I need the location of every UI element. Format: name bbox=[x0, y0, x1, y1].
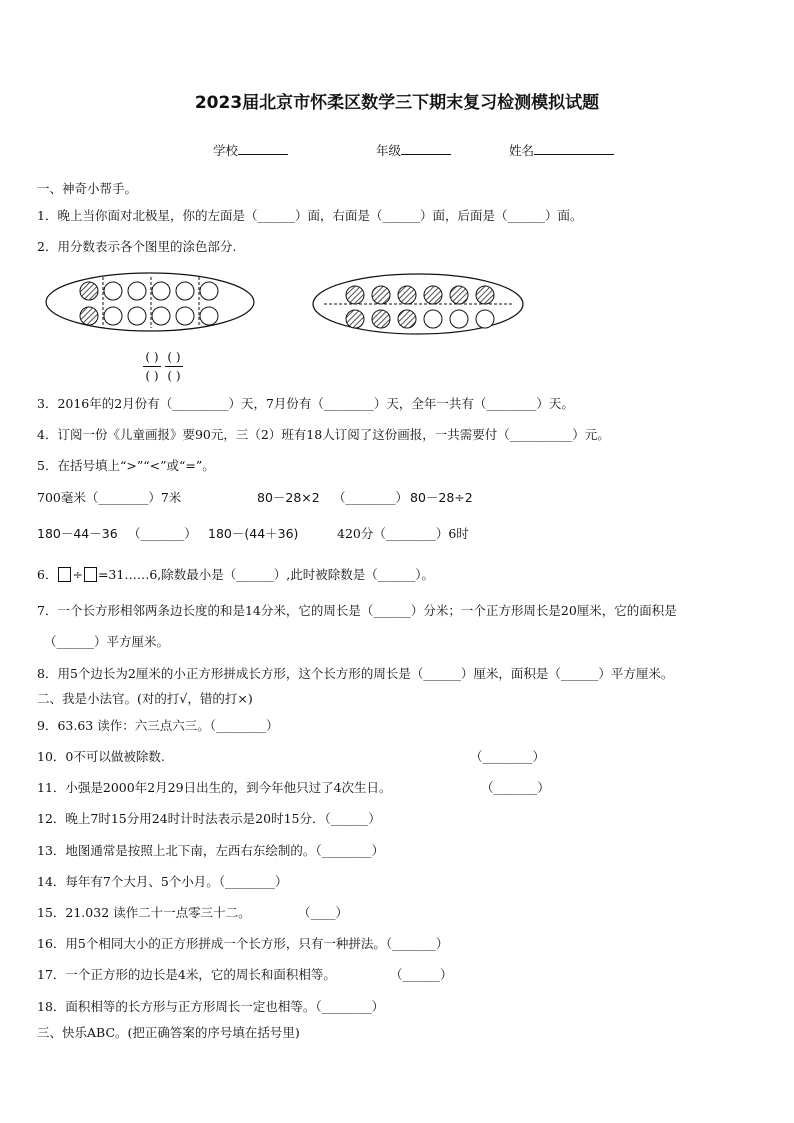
shaded-circle bbox=[372, 310, 390, 328]
question-11: 11．小强是2000年2月29日出生的，到今年他只过了4次生日。 bbox=[37, 780, 392, 795]
empty-circle bbox=[476, 310, 494, 328]
question-5: 5．在括号填上“>”“<”或“=”。 bbox=[37, 458, 215, 473]
grade-field[interactable] bbox=[376, 141, 451, 159]
question-3: 3．2016年的2月份有（_________）天，7月份有（________）天，全年一共有（________）天。 bbox=[37, 396, 574, 411]
shaded-circle bbox=[372, 286, 390, 304]
section-1-heading: 一、神奇小帮手。 bbox=[37, 181, 138, 196]
question-16: 16．用5个相同大小的正方形拼成一个长方形，只有一种拼法。（_______） bbox=[37, 936, 449, 951]
name-field[interactable] bbox=[509, 141, 614, 159]
dividend-box[interactable] bbox=[58, 567, 71, 582]
empty-circle bbox=[176, 307, 194, 325]
question-12: 12．晚上7时15分用24时计时法表示是20时15分．（______） bbox=[37, 811, 381, 826]
division-sign: ÷ bbox=[72, 567, 83, 582]
question-14: 14．每年有7个大月、5个小月。（________） bbox=[37, 874, 288, 889]
empty-circle bbox=[450, 310, 468, 328]
q6-number: 6． bbox=[37, 567, 58, 582]
q5-item-d: 420分（________）6时 bbox=[337, 526, 469, 541]
fraction-answer-left[interactable] bbox=[143, 350, 161, 383]
grade-label: 年级 bbox=[376, 143, 402, 158]
fraction-answer-right[interactable] bbox=[165, 350, 183, 383]
shaded-circle bbox=[346, 286, 364, 304]
question-1: 1．晚上当你面对北极星，你的左面是（______）面，右面是（______）面，后面是（______）面。 bbox=[37, 208, 583, 223]
name-label: 姓名 bbox=[509, 143, 535, 158]
shaded-circle bbox=[398, 286, 416, 304]
q5-item-c-right: 180－(44＋36) bbox=[208, 526, 299, 541]
section-3-heading: 三、快乐ABC。(把正确答案的序号填在括号里) bbox=[37, 1025, 300, 1040]
empty-circle bbox=[104, 282, 122, 300]
empty-circle bbox=[152, 307, 170, 325]
school-label: 学校 bbox=[213, 143, 239, 158]
name-blank bbox=[534, 141, 614, 155]
q5-item-b-blank[interactable]: （________） bbox=[333, 490, 409, 505]
question-7-line-2: （______）平方厘米。 bbox=[44, 634, 170, 649]
empty-circle bbox=[176, 282, 194, 300]
question-15: 15．21.032 读作二十一点零三十二。 bbox=[37, 905, 251, 920]
section-2-heading: 二、我是小法官。(对的打√，错的打×) bbox=[37, 691, 253, 706]
shaded-circle bbox=[80, 282, 98, 300]
question-17: 17．一个正方形的边长是4米，它的周长和面积相等。 bbox=[37, 967, 336, 982]
fraction-bar bbox=[165, 366, 183, 367]
fraction-denominator: ( ) bbox=[145, 369, 159, 383]
question-10: 10．0不可以做被除数. bbox=[37, 749, 165, 764]
shaded-circle bbox=[476, 286, 494, 304]
q5-item-c-left: 180－44－36 bbox=[37, 526, 118, 541]
shaded-circle bbox=[450, 286, 468, 304]
school-field[interactable] bbox=[213, 141, 288, 159]
empty-circle bbox=[128, 307, 146, 325]
empty-circle bbox=[152, 282, 170, 300]
question-4: 4．订阅一份《儿童画报》要90元，三（2）班有18人订阅了这份画报，一共需要付（__________）元。 bbox=[37, 427, 610, 442]
question-13: 13．地图通常是按照上北下南，左西右东绘制的。（________） bbox=[37, 843, 385, 858]
shaded-circle bbox=[80, 307, 98, 325]
question-17-blank[interactable]: （______） bbox=[390, 967, 453, 982]
page-title: 2023届北京市怀柔区数学三下期末复习检测模拟试题 bbox=[194, 93, 600, 113]
fraction-numerator: ( ) bbox=[145, 350, 159, 364]
right-oval-figure bbox=[312, 272, 537, 338]
question-8: 8．用5个边长为2厘米的小正方形拼成长方形，这个长方形的周长是（______）厘米，面积是（______）平方厘米。 bbox=[37, 666, 674, 681]
empty-circle bbox=[128, 282, 146, 300]
q5-item-b-right: 80－28÷2 bbox=[410, 490, 473, 505]
divisor-box[interactable] bbox=[84, 567, 97, 582]
question-9: 9．63.63 读作：六三点六三。（________） bbox=[37, 718, 279, 733]
left-oval-figure bbox=[45, 270, 265, 334]
shaded-circle bbox=[398, 310, 416, 328]
fraction-bar bbox=[143, 366, 161, 367]
q6-text: =31……6,除数最小是（______）,此时被除数是（______）。 bbox=[97, 567, 434, 582]
shaded-circle bbox=[346, 310, 364, 328]
question-15-blank[interactable]: （____） bbox=[298, 905, 349, 920]
question-11-blank[interactable]: （_______） bbox=[481, 780, 550, 795]
empty-circle bbox=[104, 307, 122, 325]
q5-item-b-left: 80－28×2 bbox=[257, 490, 320, 505]
empty-circle bbox=[200, 282, 218, 300]
q5-item-a: 700毫米（________）7米 bbox=[37, 490, 182, 505]
shaded-circle bbox=[424, 286, 442, 304]
empty-circle bbox=[200, 307, 218, 325]
question-6 bbox=[37, 567, 434, 583]
school-blank bbox=[238, 141, 288, 155]
question-2: 2．用分数表示各个图里的涂色部分. bbox=[37, 239, 237, 254]
question-18: 18．面积相等的长方形与正方形周长一定也相等。（________） bbox=[37, 999, 385, 1014]
question-10-blank[interactable]: （________） bbox=[470, 749, 546, 764]
empty-circle bbox=[424, 310, 442, 328]
q5-item-c-blank[interactable]: （_______） bbox=[128, 526, 197, 541]
fraction-numerator: ( ) bbox=[167, 350, 181, 364]
grade-blank bbox=[401, 141, 451, 155]
fraction-denominator: ( ) bbox=[167, 369, 181, 383]
question-7-line-1: 7．一个长方形相邻两条边长度的和是14分米，它的周长是（______）分米；一个正方形周长是20厘米，它的面积是 bbox=[37, 603, 677, 618]
